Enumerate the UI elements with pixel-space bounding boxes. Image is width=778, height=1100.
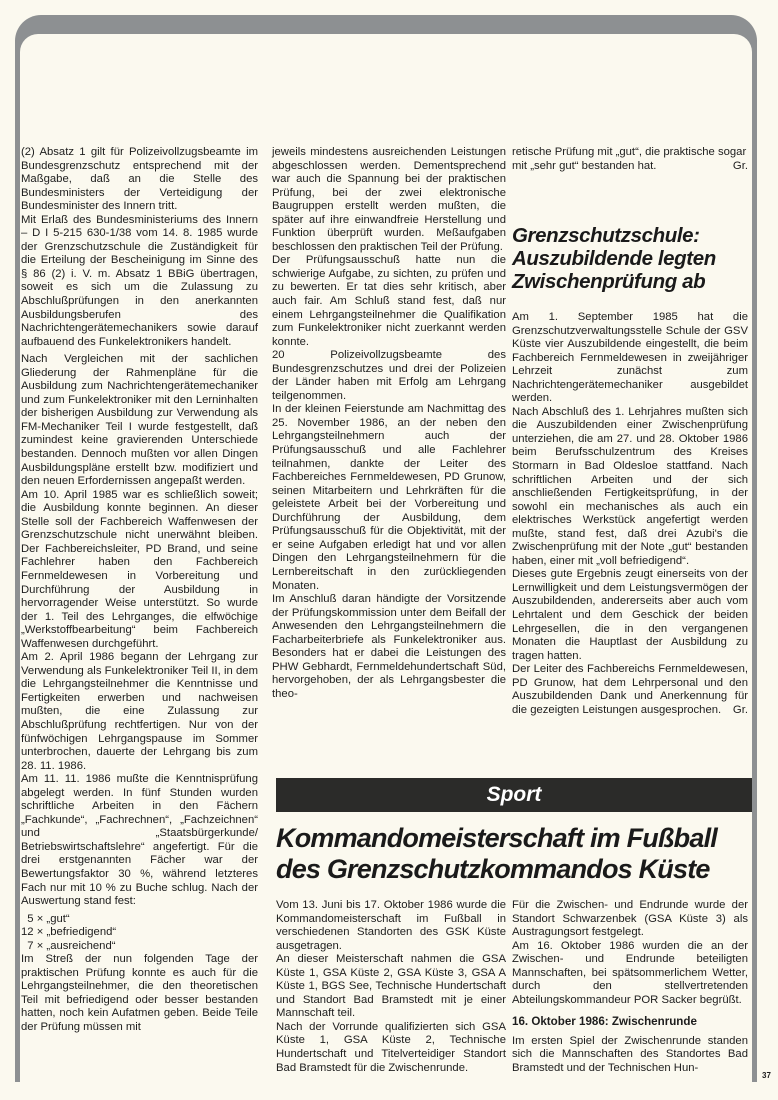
headline-line: Auszubildende legten [512, 247, 716, 270]
paragraph: Nach Abschluß des 1. Lehrjahres mußten sich die Auszubildenden einer Zwischenprüfung unterziehen, die am 27. und 28. Oktober 1986 beim Berufsschulzentrum des Kreises Stormarn in Bad Oldesloe stattfand. Nach schriftlichen Arbeiten und der sich anschließenden Fertigkeitsprüfung, in der sowohl ein mechanisches als auch ein elektrisches Werkstück angefertigt werden mußte, stand fest, daß drei Azubi's die Zwischenprüfung mit der Note „gut“ bestanden haben, einer mit „voll befriedigend“. [512, 405, 748, 567]
paragraph: Am 1. September 1985 hat die Grenzschutzverwaltungsstelle Schule der GSV Küste vier Auszubildende eingestellt, die beim Fachbereich Fernmeldewesen in zweijähriger Lehrzeit zunächst zum Nachrichtengerätemechaniker ausgebildet werden. [512, 311, 748, 405]
headline-line: Grenzschutzschule: [512, 224, 700, 247]
article2-body [512, 311, 748, 717]
author-signature: Gr. [732, 703, 748, 716]
paragraph: Mit Erlaß des Bundesministeriums des Innern – D I 5-215 630-1/38 vom 14. 8. 1985 wurde der Grenzschutzschule die Zuständigkeit für die Erteilung der Bescheinigung im Sinne des § 86 (2) i. V. m. Absatz 1 BBiG übertragen, soweit es sich um die Zulassung zu Abschlußprüfungen in den anerkannten Ausbildungsberufen des Nachrichtengerätemechanikers sowie darauf aufbauend des Funkelektronikers handelt. [21, 213, 258, 348]
paragraph-text: Der Leiter des Fachbereichs Fernmeldewesen, PD Grunow, hat dem Lehrpersonal und den Auszubildenden Dank und Anerkennung für die gezeigten Leistungen ausgesprochen. [512, 663, 748, 716]
paragraph-text: retische Prüfung mit „gut“, die praktische sogar mit „sehr gut“ bestanden hat. [512, 146, 747, 172]
paragraph: Nach Vergleichen mit der sachlichen Gliederung der Rahmenpläne für die Ausbildung zum Nachrichtengerätemechaniker und zum Funkelektroniker mit den Lerninhalten der bisherigen Ausbildung zur Verwendung als FM-Mechaniker Teil I wurde festgestellt, daß zumindest keine gravierenden Unterschiede bestanden. Dennoch mußten vor allen Dingen Ausbildungspläne erstellt bzw. modifiziert und den neuen Erfordernissen angepaßt werden. [21, 353, 258, 488]
paragraph: Am 10. April 1985 war es schließlich soweit; die Ausbildung konnte beginnen. An dieser Stelle soll der Fachbereich Waffenwesen der Grenzschutzschule nicht unerwähnt bleiben. Der Fachbereichsleiter, PD Brand, und seine Fachlehrer haben den Fachbereich Fernmeldewesen in Vorbereitung und Durchführung der Ausbildung in hervorragender Weise unterstützt. So wurde der 1. Teil des Lehrganges, die elfwöchige „Werkstoffbearbeitung“ beim Fachbereich Waffenwesen durchgeführt. [21, 488, 258, 650]
section-banner-sport: Sport [276, 778, 752, 812]
paragraph [512, 146, 748, 173]
paragraph: Vom 13. Juni bis 17. Oktober 1986 wurde die Kommandomeisterschaft im Fußball in verschiedenen Standorten des GSK Küste ausgetragen. [276, 899, 506, 952]
headline-line: Zwischenprüfung ab [512, 270, 706, 293]
headline-line: Kommandomeisterschaft im Fußball [276, 823, 717, 853]
paragraph: Dieses gute Ergebnis zeugt einerseits von der Lernwilligkeit und dem Leistungsvermögen der Auszubildenden, andererseits aber auch vom Lehrtalent und dem Geschick der beiden Lehrgesellen, die in den vergangenen Monaten die Hauptlast der Ausbildung zu tragen hatten. [512, 568, 748, 662]
paragraph: In der kleinen Feierstunde am Nachmittag des 25. November 1986, an der neben den Lehrgangsteilnehmern auch der Prüfungsausschuß und alle Fachlehrer teilnahmen, dankte der Leiter des Fachbereiches Fernmeldewesen, PD Grunow, seinen Mitarbeitern und Lehrkräften für die geleistete Arbeit bei der Vorbereitung und Durchführung der Ausbildung, dem Prüfungsausschuß für die Objektivität, mit der er seine Aufgaben erledigt hat und vor allen Dingen den Lehrgangsteilnehmern für die Lernbereitschaft in den zurückliegenden Monaten. [272, 403, 506, 592]
paragraph: Am 16. Oktober 1986 wurden die an der Zwischen- und Endrunde beteiligten Mannschaften, bei spätsommerlichem Wetter, durch den stellvertretenden Abteilungskommandeur POR Sacker begrüßt. [512, 939, 748, 1006]
paragraph: jeweils mindestens ausreichenden Leistungen abgeschlossen werden. Dementsprechend war auch die Spannung bei der praktischen Prüfung, bei der zwei elektronische Baugruppen erstellt werden mußten, die später auf ihre einwandfreie Herstellung und Funktion überprüft wurden. Meßaufgaben beschlossen den praktischen Teil der Prüfung. [272, 146, 506, 253]
author-signature: Gr. [732, 159, 748, 172]
article1-right-column [512, 146, 748, 173]
paragraph: (2) Absatz 1 gilt für Polizeivollzugsbeamte im Bundesgrenzschutz entsprechend mit der Maßgabe, daß an die Stelle des Bundesministers der Verteidigung der Bundesminister des Innern tritt. [21, 146, 258, 213]
sport-right-column [512, 899, 748, 1076]
headline-line: des Grenzschutzkommandos Küste [276, 854, 710, 884]
article2-headline [512, 224, 752, 293]
article1-middle-column [272, 146, 506, 701]
paragraph: An dieser Meisterschaft nahmen die GSA Küste 1, GSA Küste 2, GSA Küste 3, GSA A Küste 1, BGS See, Technische Hundertschaft und Standort Bad Bramstedt mit je einer Mannschaft teil. [276, 953, 506, 1020]
paragraph: Im Anschluß daran händigte der Vorsitzende der Prüfungskommission unter dem Beifall der Anwesenden den Lehrgangsteilnehmern die Facharbeiterbriefe als Funkelektroniker aus. Besonders hat er dabei die Leistungen des PHW Gebhardt, Fernmeldehundertschaft Süd, hervorgehoben, der als Lehrgangsbester die theo- [272, 593, 506, 700]
paragraph: Für die Zwischen- und Endrunde wurde der Standort Schwarzenbek (GSA Küste 3) als Austragungsort festgelegt. [512, 899, 748, 939]
paragraph [512, 663, 748, 717]
paragraph: Im ersten Spiel der Zwischenrunde standen sich die Mannschaften des Standortes Bad Bramstedt und der Technischen Hun- [512, 1034, 748, 1075]
results-list-item: 5 × „gut“ [21, 912, 70, 925]
page-number: 37 [762, 1071, 771, 1080]
paragraph: 20 Polizeivollzugsbeamte des Bundesgrenzschutzes und drei der Polizeien der Länder haben mit Erfolg am Lehrgang teilgenommen. [272, 349, 506, 402]
paragraph: Am 2. April 1986 begann der Lehrgang zur Verwendung als Funkelektroniker Teil II, in dem die Lehrgangsteilnehmer die Kenntnisse und Fertigkeiten erwerben und nachweisen mußten, die eine Zulassung zur Abschlußprüfung rechtfertigen. Nur von der fünfwöchigen Lehrgangspause im Sommer unterbrochen, dauerte der Lehrgang bis zum 28. 11. 1986. [21, 651, 258, 772]
results-list-item: 7 × „ausreichend“ [21, 939, 116, 952]
sport-headline [276, 823, 752, 885]
paragraph: Im Streß der nun folgenden Tage der praktischen Prüfung konnte es auch für die Lehrgangsteilnehmer, die den theoretischen Teil mit befriedigend oder besser bestanden hatten, noch kein Aufatmen geben. Beide Teile der Prüfung müssen mit [21, 953, 258, 1033]
page-frame-left-border [15, 40, 20, 1082]
paragraph: Der Prüfungsausschuß hatte nun die schwierige Aufgabe, zu sichten, zu prüfen und zu bewerten. Er tat dies sehr kritisch, aber auch fair. Am Schluß stand fest, daß nur einem Lehrgangsteilnehmer die Qualifikation zum Funkelektroniker nicht zuerkannt werden konnte. [272, 254, 506, 348]
subheading: 16. Oktober 1986: Zwischenrunde [512, 1015, 697, 1029]
results-list-item: 12 × „befriedigend“ [21, 926, 117, 939]
paragraph: Nach der Vorrunde qualifizierten sich GSA Küste 1, GSA Küste 2, Technische Hundertschaft und Titelverteidiger Standort Bad Bramstedt für die Zwischenrunde. [276, 1020, 506, 1074]
page-frame-inner [20, 34, 752, 74]
sport-middle-column [276, 899, 506, 1075]
paragraph: Am 11. 11. 1986 mußte die Kenntnisprüfung abgelegt werden. In fünf Stunden wurden schriftliche Arbeiten in den Fächern „Fachkunde“, „Fachrechnen“, „Fachzeichnen“ und „Staatsbürgerkunde/ Betriebswirtschaftslehre“ angefertigt. Für die drei erstgenannten Fächer war der Bewertungsfaktor 30 %, während letzteres Fach nur mit 10 % zu Buche schlug. Nach der Auswertung stand fest: [21, 773, 258, 908]
page-frame-right-border [752, 40, 757, 1082]
article1-left-column [21, 146, 258, 1035]
